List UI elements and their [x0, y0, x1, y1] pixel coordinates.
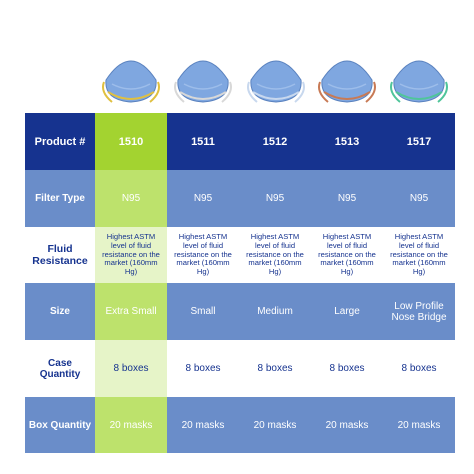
mask-1510-icon — [98, 48, 164, 108]
box-cell-1513: 20 masks — [311, 397, 383, 453]
filter-cell-1510: N95 — [95, 170, 167, 227]
row-label-product: Product # — [25, 113, 95, 170]
mask-1513-icon — [314, 48, 380, 108]
product-cell-1512: 1512 — [239, 113, 311, 170]
fluid-resistance-row — [25, 227, 455, 283]
size-cell-1511: Small — [167, 283, 239, 340]
filter-type-row — [25, 170, 455, 227]
box-cell-1511: 20 masks — [167, 397, 239, 453]
size-cell-1513: Large — [311, 283, 383, 340]
row-label-size: Size — [25, 283, 95, 340]
fluid-cell-1517: Highest ASTM level of fluid resistance on the market (160mm Hg) — [383, 227, 455, 283]
case-cell-1517: 8 boxes — [383, 340, 455, 397]
filter-cell-1511: N95 — [167, 170, 239, 227]
box-cell-1517: 20 masks — [383, 397, 455, 453]
box-cell-1512: 20 masks — [239, 397, 311, 453]
mask-1517-icon — [386, 48, 452, 108]
mask-1511-icon — [170, 48, 236, 108]
product-comparison-table — [25, 113, 455, 453]
mask-1511-icon — [170, 48, 236, 108]
product-cell-1511: 1511 — [167, 113, 239, 170]
filter-cell-1513: N95 — [311, 170, 383, 227]
mask-1513-icon — [314, 48, 380, 108]
case-cell-1511: 8 boxes — [167, 340, 239, 397]
product-number-row — [25, 113, 455, 170]
mask-1510-icon — [98, 48, 164, 108]
box-cell-1510: 20 masks — [95, 397, 167, 453]
product-cell-1517: 1517 — [383, 113, 455, 170]
size-cell-1510: Extra Small — [95, 283, 167, 340]
filter-cell-1517: N95 — [383, 170, 455, 227]
case-quantity-row — [25, 340, 455, 397]
case-cell-1512: 8 boxes — [239, 340, 311, 397]
fluid-cell-1511: Highest ASTM level of fluid resistance on the market (160mm Hg) — [167, 227, 239, 283]
mask-1512-icon — [243, 48, 309, 108]
product-cell-1513: 1513 — [311, 113, 383, 170]
mask-1517-icon — [386, 48, 452, 108]
case-cell-1510: 8 boxes — [95, 340, 167, 397]
box-quantity-row — [25, 397, 455, 453]
size-cell-1517: Low Profile Nose Bridge — [383, 283, 455, 340]
fluid-cell-1512: Highest ASTM level of fluid resistance on the market (160mm Hg) — [239, 227, 311, 283]
row-label-fluid-resistance: Fluid Resistance — [25, 227, 95, 283]
size-row — [25, 283, 455, 340]
mask-1512-icon — [243, 48, 309, 108]
row-label-filter-type: Filter Type — [25, 170, 95, 227]
row-label-box-quantity: Box Quantity — [25, 397, 95, 453]
size-cell-1512: Medium — [239, 283, 311, 340]
fluid-cell-1513: Highest ASTM level of fluid resistance on the market (160mm Hg) — [311, 227, 383, 283]
row-label-case-quantity: Case Quantity — [25, 340, 95, 397]
case-cell-1513: 8 boxes — [311, 340, 383, 397]
product-images-row — [0, 0, 474, 113]
fluid-cell-1510: Highest ASTM level of fluid resistance on the market (160mm Hg) — [95, 227, 167, 283]
product-cell-1510: 1510 — [95, 113, 167, 170]
filter-cell-1512: N95 — [239, 170, 311, 227]
